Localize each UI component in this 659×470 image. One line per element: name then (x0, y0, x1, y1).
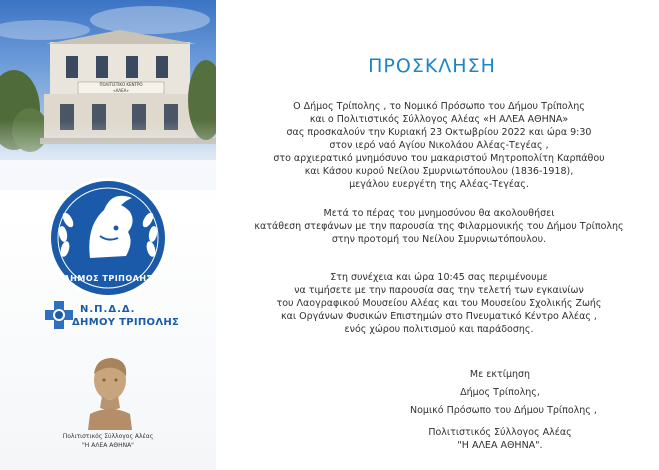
p1-line: στο αρχιερατικό μνημόσυνο του μακαριστού Μητροπολίτη Καρπάθου (273, 153, 605, 164)
signature-line: Πολιτιστικός Σύλλογος Αλέας (428, 427, 572, 438)
athena-bust-icon (82, 354, 138, 430)
p3-line: και Οργάνων Φυσικών Επιστημών στο Πνευματικό Κέντρο Αλέας , (281, 311, 597, 322)
p1-line: Ο Δήμος Τρίπολης , το Νομικό Πρόσωπο του Δήμου Τρίπολης (293, 101, 585, 112)
npdd-logo-icon (44, 300, 74, 330)
p1-line: και Κάσου κυρού Νείλου Σμυρνιωτόπουλου (1836-1918), (304, 166, 574, 177)
npdd-line2: ΔΗΜΟΥ ΤΡΙΠΟΛΗΣ (72, 317, 180, 328)
signature-line: Με εκτίμηση (469, 369, 531, 380)
p2-line: Μετά το πέρας του μνημοσύνου θα ακολουθήσει (323, 208, 555, 219)
npdd-line1: Ν.Π.Δ.Δ. (80, 304, 136, 315)
signature-line: Δήμος Τρίπολης, (460, 387, 540, 398)
association-line2: "Η ΑΛΕΑ ΑΘΗΝΑ" (82, 442, 134, 449)
p3-line: Στη συνέχεια και ώρα 10:45 σας περιμένουμε (330, 272, 548, 283)
association-line1: Πολιτιστικός Σύλλογος Αλέας (62, 433, 154, 440)
building-sign-line1: ΠΟΛΙΤΙΣΤΙΚΟ ΚΕΝΤΡΟ (99, 82, 143, 87)
p3-line: ενός χώρου πολιτισμού και παράδοσης. (344, 324, 534, 335)
p1-line: μεγάλου ευεργέτη της Αλέας-Τεγέας. (349, 179, 529, 190)
p2-line: στην προτομή του Νείλου Σμυρνιωτόπουλου. (331, 234, 547, 245)
paragraph-2 (226, 207, 652, 246)
p2-line: κατάθεση στεφάνων με την παρουσία της Φιλαρμονικής του Δήμου Τρίπολης (254, 221, 624, 232)
invitation-title: ΠΡΟΣΚΛΗΣΗ (368, 55, 496, 77)
p1-line: και ο Πολιτιστικός Σύλλογος Αλέας «Η ΑΛΕΑ ΑΘΗΝΑ» (309, 114, 569, 125)
paragraph-1 (226, 100, 652, 191)
p3-line: του Λαογραφικού Μουσείου Αλέας και του Μουσείου Σχολικής Ζωής (276, 298, 602, 309)
p1-line: σας προσκαλούν την Κυριακή 23 Οκτωβρίου 2022 και ώρα 9:30 (286, 127, 592, 138)
paragraph-3 (226, 271, 652, 336)
p3-line: να τιμήσετε με την παρουσία σας την τελετή των εγκαινίων (294, 285, 584, 296)
emblem-text: ΔΗΜΟΣ ΤΡΙΠΟΛΗΣ (63, 274, 153, 283)
p1-line: στον ιερό ναό Αγίου Νικολάου Αλέας-Τεγέας , (329, 140, 549, 151)
signature-block (410, 366, 597, 452)
signature-line: Νομικό Πρόσωπο του Δήμου Τρίπολης , (410, 405, 597, 416)
signature-line: "Η ΑΛΕΑ ΑΘΗΝΑ". (457, 440, 543, 451)
left-panel (0, 0, 216, 470)
building-sign-line2: «ΑΛΕΑ» (113, 88, 129, 93)
